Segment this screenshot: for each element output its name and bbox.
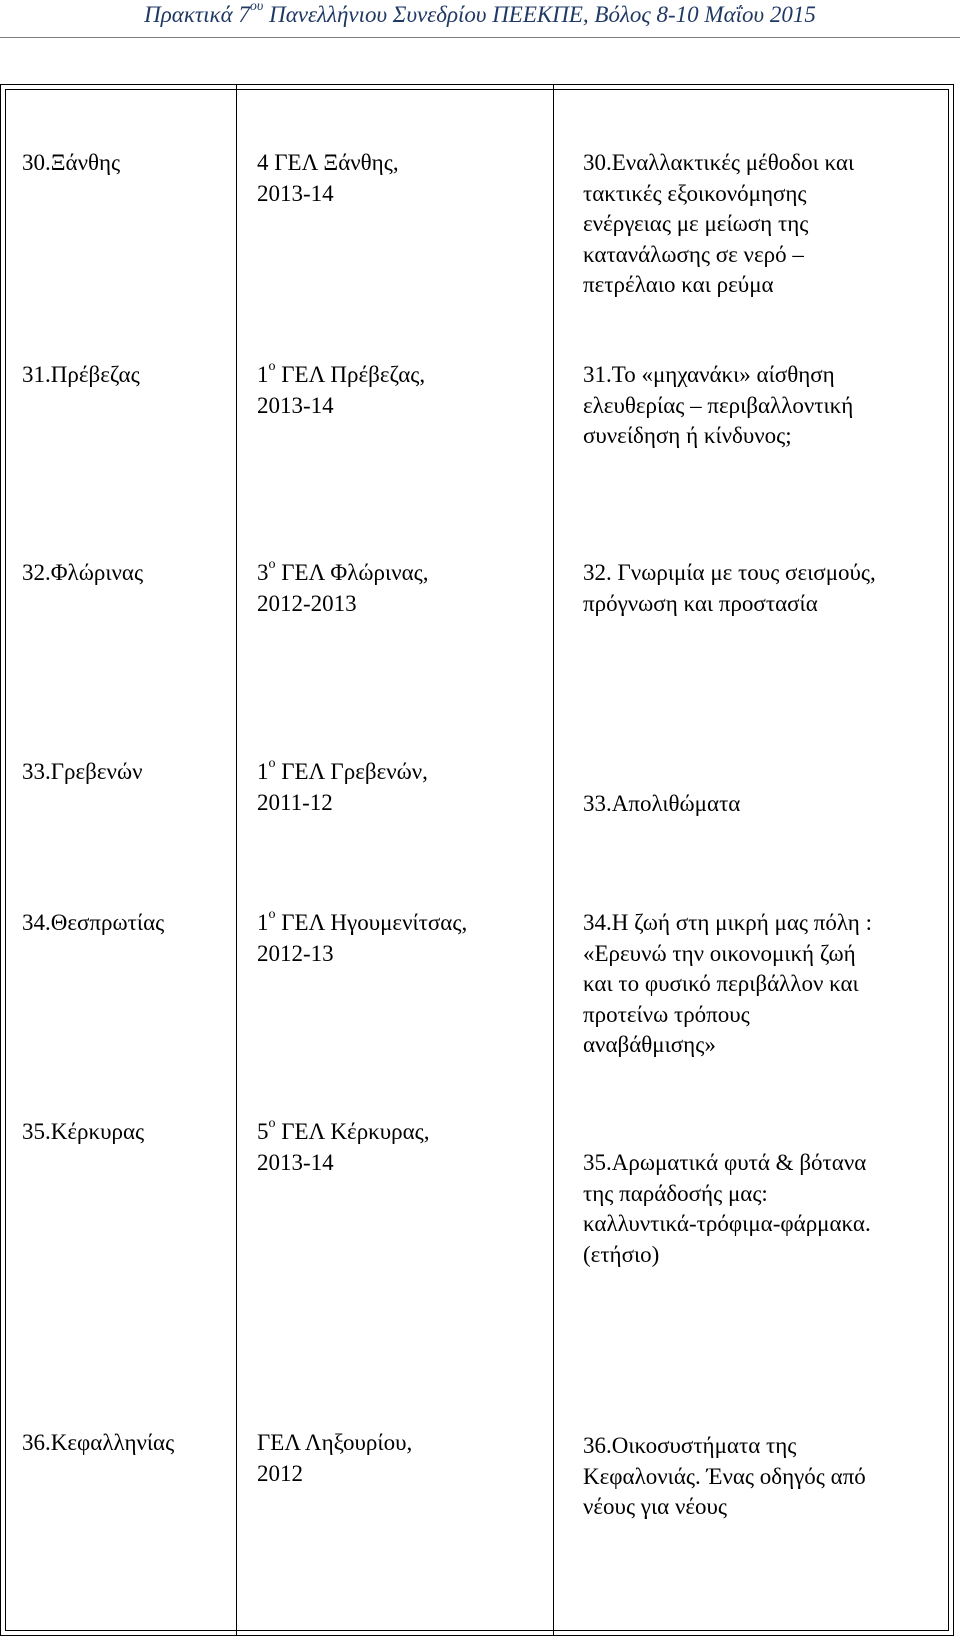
table-row-school xyxy=(257,908,467,969)
project-title-line: της παράδοσής μας: xyxy=(583,1180,768,1206)
header-title-part1: Πρακτικά 7 xyxy=(144,2,250,27)
project-title-line: «Ερευνώ την οικονομική ζωή xyxy=(583,940,856,966)
table-row-project xyxy=(583,1431,866,1523)
project-title-line: κατανάλωσης σε νερό – xyxy=(583,241,804,267)
project-title-line: τακτικές εξοικονόμησης xyxy=(583,180,807,206)
project-title-line: Κεφαλονιάς. Ένας οδηγός από xyxy=(583,1463,866,1489)
table-row-school xyxy=(257,1117,430,1178)
table-row-project xyxy=(583,558,876,619)
table-row-region: 33.Γρεβενών xyxy=(22,759,143,784)
school-ordinal-suffix: ο xyxy=(268,756,276,772)
school-name xyxy=(257,148,399,179)
table-row-project xyxy=(583,1148,871,1270)
school-name xyxy=(257,908,467,939)
table-row-project xyxy=(583,789,740,820)
table-row-school xyxy=(257,757,428,818)
header-title-part2: Πανελλήνιου Συνεδρίου ΠΕΕΚΠΕ, Βόλος 8-10 Μαΐου 2015 xyxy=(263,2,816,27)
project-title-line: πρόγνωση και προστασία xyxy=(583,590,818,616)
project-title-line: (ετήσιο) xyxy=(583,1241,660,1267)
table-row-school xyxy=(257,1428,412,1489)
column-divider-2 xyxy=(553,84,554,1636)
project-title-line: καλλυντικά-τρόφιμα-φάρμακα. xyxy=(583,1211,871,1236)
project-title-line: πετρέλαιο και ρεύμα xyxy=(583,272,774,297)
table-row-project xyxy=(583,908,872,1061)
project-title-line: ενέργειας με μείωση της xyxy=(583,211,809,236)
school-label: ΓΕΛ Ηγουμενίτσας, xyxy=(275,910,468,935)
project-title-line: 32. Γνωριμία με τους σεισμούς, xyxy=(583,560,876,585)
school-year: 2012-13 xyxy=(257,940,334,966)
table-row-region: 31.Πρέβεζας xyxy=(22,362,140,387)
school-name xyxy=(257,757,428,788)
school-ordinal: 5 xyxy=(257,1119,269,1144)
school-year: 2011-12 xyxy=(257,789,333,815)
table-row-region: 30.Ξάνθης xyxy=(22,150,121,175)
project-title-line: 36.Οικοσυστήματα της xyxy=(583,1433,797,1458)
school-label: ΓΕΛ Ληξουρίου, xyxy=(257,1430,413,1455)
table-row-project xyxy=(583,360,853,452)
table-row-school xyxy=(257,148,399,209)
school-ordinal: 1 xyxy=(257,910,269,935)
school-year: 2013-14 xyxy=(257,1149,334,1175)
school-ordinal: 1 xyxy=(257,759,269,784)
project-title-line: 31.Το «μηχανάκι» αίσθηση xyxy=(583,362,835,387)
school-year: 2012 xyxy=(257,1460,303,1486)
project-title-line: 33.Απολιθώματα xyxy=(583,791,741,816)
school-name xyxy=(257,1117,430,1148)
school-ordinal: 3 xyxy=(257,560,269,585)
project-title-line: και το φυσικό περιβάλλον και xyxy=(583,971,859,996)
table-row-project xyxy=(583,148,854,301)
table-row-school xyxy=(257,360,425,421)
project-title-line: 35.Αρωματικά φυτά & βότανα xyxy=(583,1150,867,1175)
table-row-region: 35.Κέρκυρας xyxy=(22,1119,145,1144)
school-label: ΓΕΛ Κέρκυρας, xyxy=(275,1119,430,1144)
school-ordinal-suffix: ο xyxy=(268,907,276,923)
column-divider-1 xyxy=(236,84,237,1636)
project-title-line: συνείδηση ή κίνδυνος; xyxy=(583,423,792,448)
header-title-sup: ου xyxy=(249,0,264,15)
school-label: ΓΕΛ Πρέβεζας, xyxy=(275,362,426,387)
school-ordinal-suffix: ο xyxy=(268,557,276,573)
school-name xyxy=(257,558,429,589)
school-name xyxy=(257,1428,412,1459)
table-inner-border xyxy=(5,89,949,1631)
project-title-line: νέους για νέους xyxy=(583,1494,728,1519)
table-row-school xyxy=(257,558,429,619)
page-header xyxy=(0,0,960,45)
project-title-line: 30.Εναλλακτικές μέθοδοι και xyxy=(583,150,855,175)
table-row-region: 36.Κεφαλληνίας xyxy=(22,1430,175,1455)
school-ordinal-suffix: ο xyxy=(268,1116,276,1132)
project-title-line: 34.Η ζωή στη μικρή μας πόλη : xyxy=(583,910,872,935)
school-label: ΓΕΛ Φλώρινας, xyxy=(275,560,429,585)
project-title-line: αναβάθμισης» xyxy=(583,1032,716,1057)
school-ordinal: 1 xyxy=(257,362,269,387)
project-title-line: προτείνω τρόπους xyxy=(583,1001,750,1027)
project-title-line: ελευθερίας – περιβαλλοντική xyxy=(583,392,854,418)
school-label: 4 ΓΕΛ Ξάνθης, xyxy=(257,150,399,175)
table-row-region: 34.Θεσπρωτίας xyxy=(22,910,165,935)
header-divider xyxy=(0,37,960,38)
school-label: ΓΕΛ Γρεβενών, xyxy=(275,759,428,784)
school-ordinal-suffix: ο xyxy=(268,359,276,375)
projects-table xyxy=(0,84,954,1636)
school-year: 2013-14 xyxy=(257,392,334,418)
school-year: 2012-2013 xyxy=(257,590,357,616)
school-year: 2013-14 xyxy=(257,180,334,206)
school-name xyxy=(257,360,425,391)
table-row-region: 32.Φλώρινας xyxy=(22,560,144,585)
